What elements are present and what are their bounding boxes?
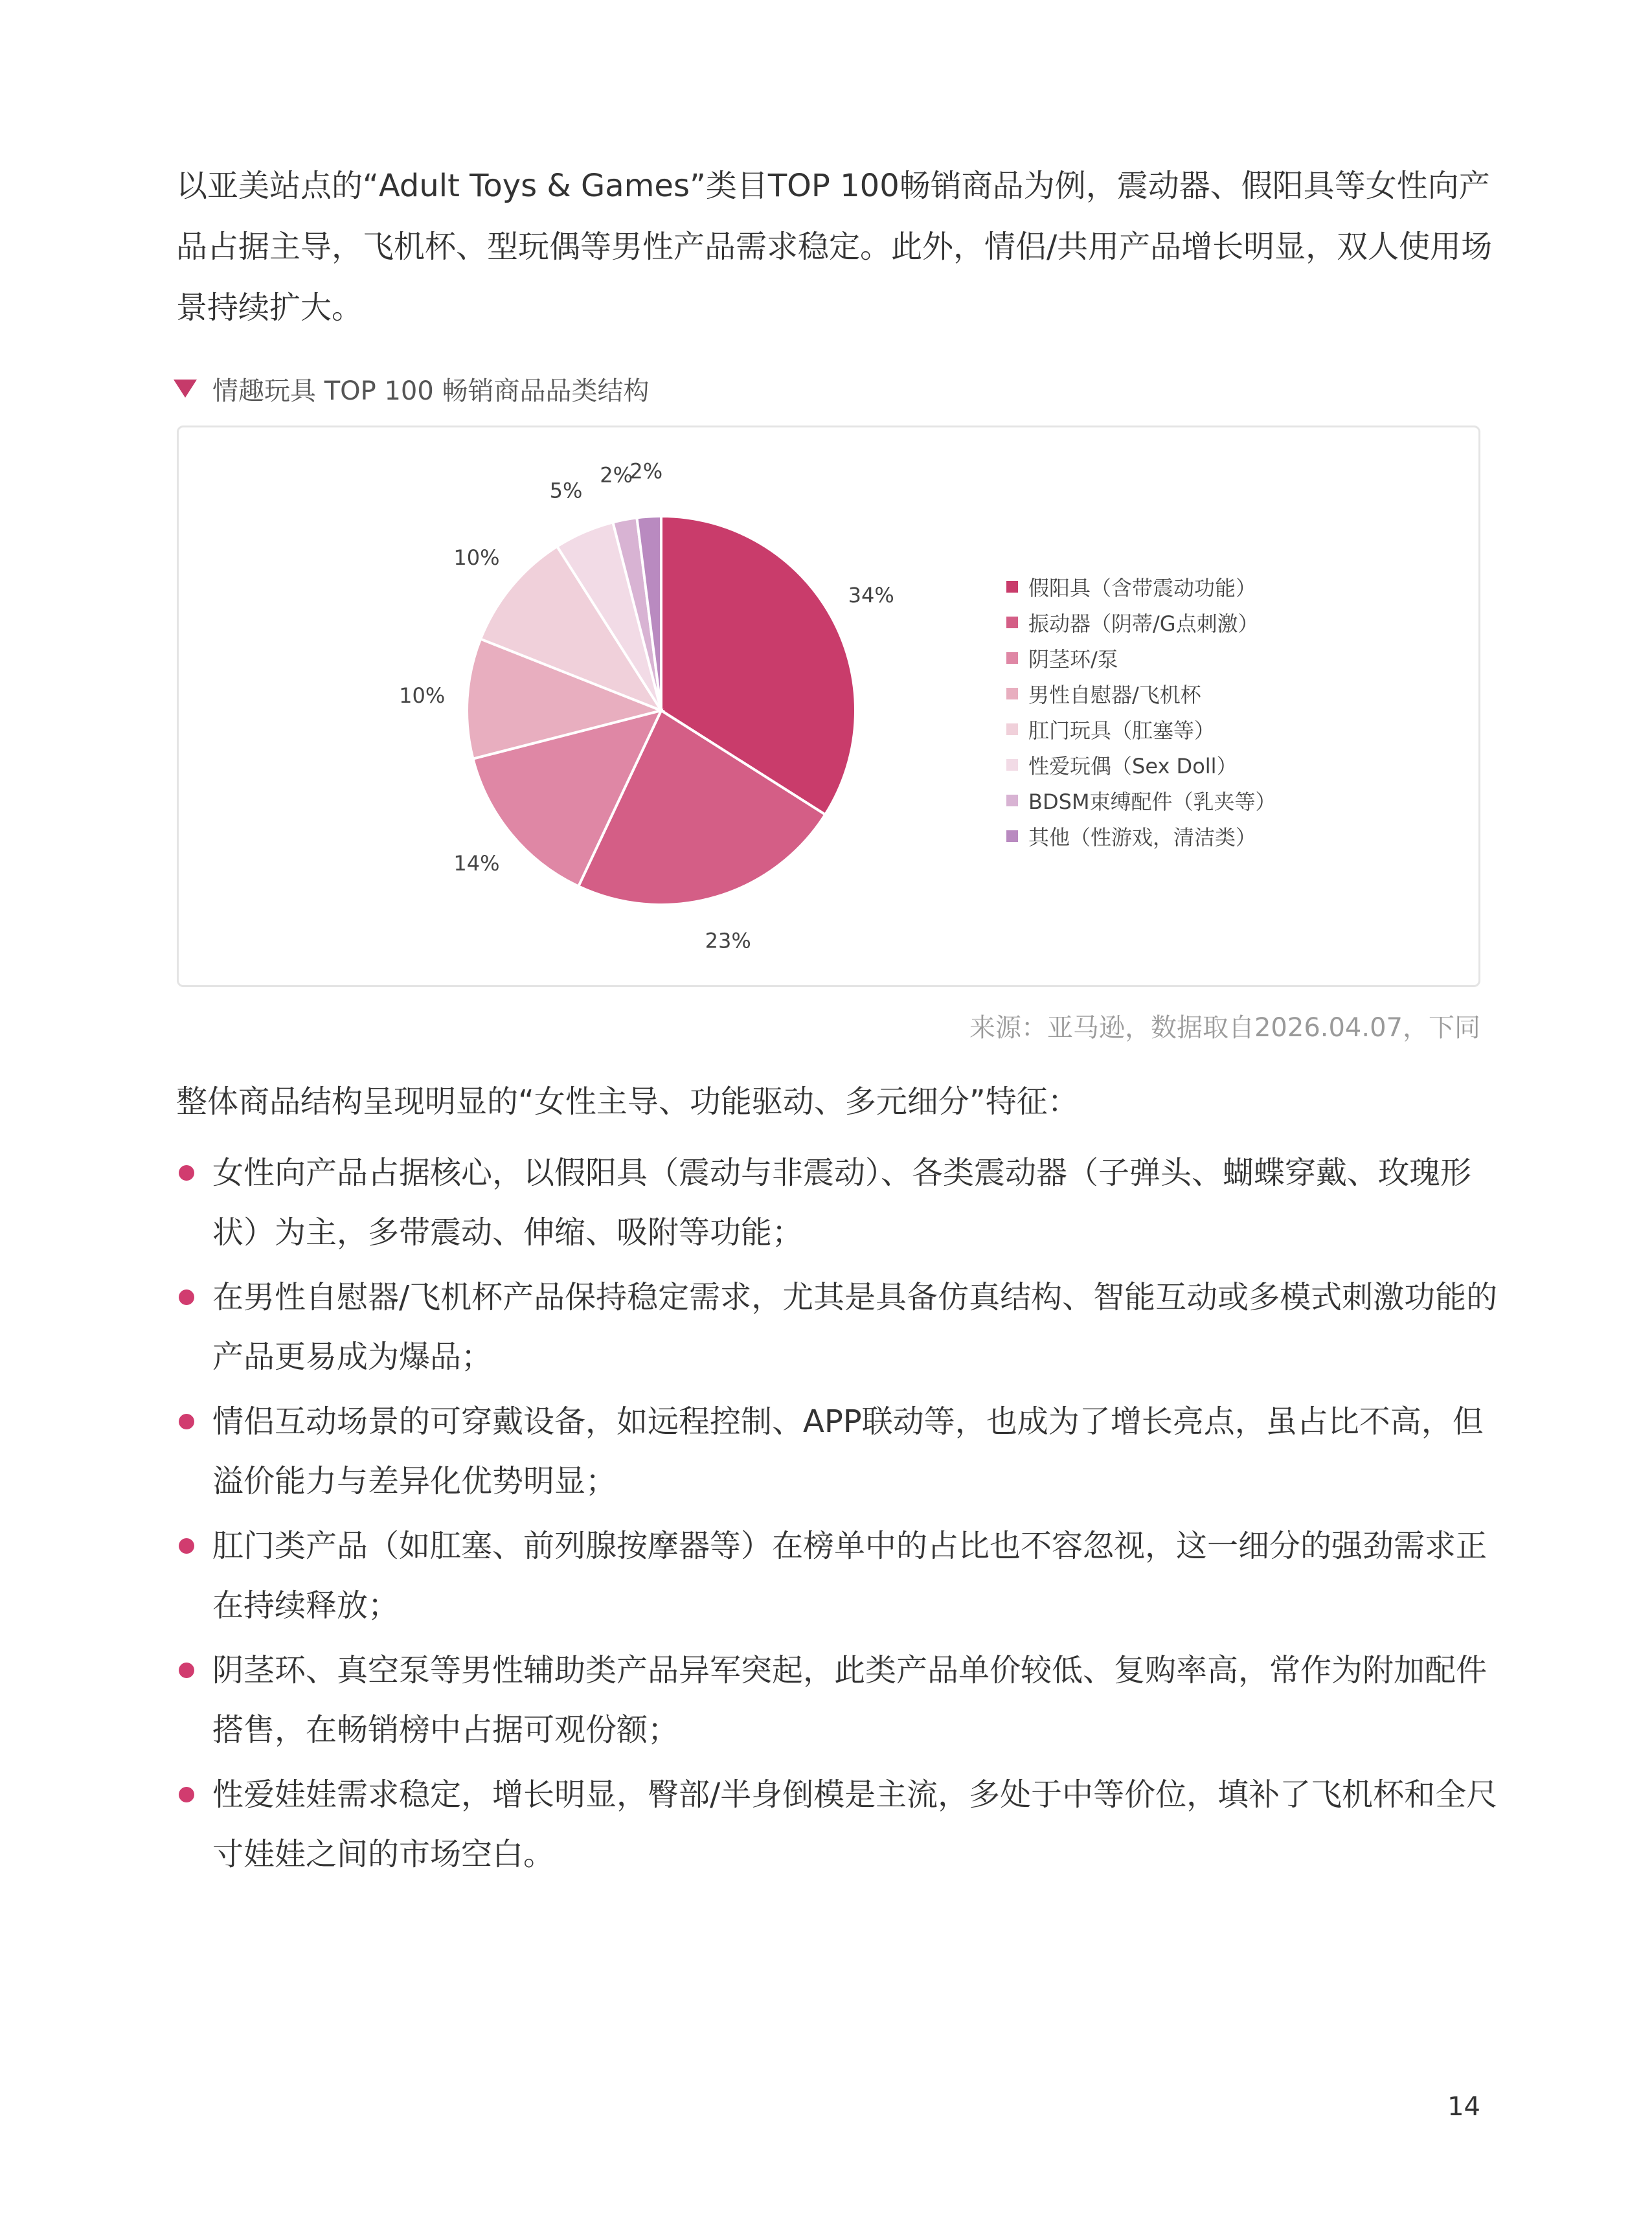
section-title: 整体商品结构呈现明显的“女性主导、功能驱动、多元细分”特征： — [176, 1084, 1079, 1120]
pie-data-label: 10% — [399, 683, 446, 708]
legend-label: 振动器（阴蒂/G点刺激） — [1028, 611, 1259, 636]
pie-data-label: 23% — [705, 928, 751, 953]
bullet-text: 性爱娃娃需求稳定，增长明显，臀部/半身倒模是主流，多处于中等价位，填补了飞机杯和全尺寸娃娃之间的市场空白。 — [212, 1777, 1498, 1872]
legend-item — [1006, 747, 1276, 782]
bullet-dot-icon — [179, 1663, 194, 1678]
legend-label: 阴茎环/泵 — [1028, 646, 1118, 672]
legend-swatch — [1006, 652, 1018, 664]
bullet-text: 阴茎环、真空泵等男性辅助类产品异军突起，此类产品单价较低、复购率高，常作为附加配件搭售，在畅销榜中占据可观份额； — [212, 1652, 1488, 1748]
pie-data-label: 5% — [549, 478, 583, 503]
legend-swatch — [1006, 688, 1018, 699]
bullet-item — [176, 1516, 1504, 1635]
legend-item — [1006, 818, 1276, 854]
legend-swatch — [1006, 830, 1018, 842]
legend-swatch — [1006, 795, 1018, 806]
bullet-text: 女性向产品占据核心，以假阳具（震动与非震动）、各类震动器（子弹头、蝴蝶穿戴、玫瑰形状）为主，多带震动、伸缩、吸附等功能； — [212, 1155, 1472, 1251]
pie-data-label: 2% — [629, 459, 663, 484]
bullet-text: 肛门类产品（如肛塞、前列腺按摩器等）在榜单中的占比也不容忽视，这一细分的强劲需求正在持续释放； — [212, 1528, 1488, 1624]
bullet-item — [176, 1765, 1504, 1884]
legend-label: 其他（性游戏，清洁类） — [1028, 824, 1257, 850]
legend-swatch — [1006, 723, 1018, 735]
pie-data-label: 14% — [453, 850, 500, 876]
legend-item — [1006, 640, 1276, 676]
triangle-down-icon — [174, 380, 197, 398]
bullet-dot-icon — [179, 1165, 194, 1181]
legend-swatch — [1006, 617, 1018, 628]
pie-chart — [179, 427, 1478, 985]
legend-item — [1006, 676, 1276, 711]
chart-box — [177, 426, 1480, 987]
legend-label: 性爱玩偶（Sex Doll） — [1028, 753, 1238, 778]
bullet-text: 在男性自慰器/飞机杯产品保持稳定需求，尤其是具备仿真结构、智能互动或多模式刺激功能的产品更易成为爆品； — [212, 1279, 1498, 1375]
bullet-dot-icon — [179, 1538, 194, 1554]
bullet-dot-icon — [179, 1414, 194, 1429]
bullet-dot-icon — [179, 1787, 194, 1802]
bullet-text: 情侣互动场景的可穿戴设备，如远程控制、APP联动等，也成为了增长亮点，虽占比不高，但溢价能力与差异化优势明显； — [212, 1403, 1484, 1499]
source-note: 来源：亚马逊，数据取自2026.04.07，下同 — [969, 1013, 1480, 1043]
pie-data-label: 10% — [453, 545, 500, 571]
legend-item — [1006, 782, 1276, 818]
bullet-item — [176, 1267, 1504, 1387]
legend-item — [1006, 569, 1276, 604]
page-number: 14 — [1447, 2092, 1480, 2122]
bullet-item — [176, 1641, 1504, 1760]
legend-label: BDSM束缚配件（乳夹等） — [1028, 789, 1276, 814]
chart-heading-text: 情趣玩具 TOP 100 畅销商品品类结构 — [212, 376, 650, 406]
pie-data-label: 2% — [600, 462, 633, 488]
chart-heading — [174, 369, 650, 408]
legend-label: 肛门玩具（肛塞等） — [1028, 718, 1216, 743]
legend-swatch — [1006, 581, 1018, 593]
legend-item — [1006, 711, 1276, 747]
bullet-item — [176, 1143, 1504, 1262]
bullet-item — [176, 1392, 1504, 1511]
legend-item — [1006, 604, 1276, 640]
pie-data-label: 34% — [848, 582, 894, 608]
bullet-list — [176, 1143, 1504, 1889]
legend-label: 男性自慰器/飞机杯 — [1028, 682, 1201, 707]
legend-swatch — [1006, 759, 1018, 771]
bullet-dot-icon — [179, 1289, 194, 1305]
legend-label: 假阳具（含带震动功能） — [1028, 575, 1257, 600]
intro-paragraph: 以亚美站点的“Adult Toys & Games”类目TOP 100畅销商品为例，震动器、假阳具等女性向产品占据主导，飞机杯、型玩偶等男性产品需求稳定。此外，情侣/共用产品增长明显，双人使用场景持续扩大。 — [176, 168, 1493, 326]
chart-legend — [1006, 569, 1276, 854]
